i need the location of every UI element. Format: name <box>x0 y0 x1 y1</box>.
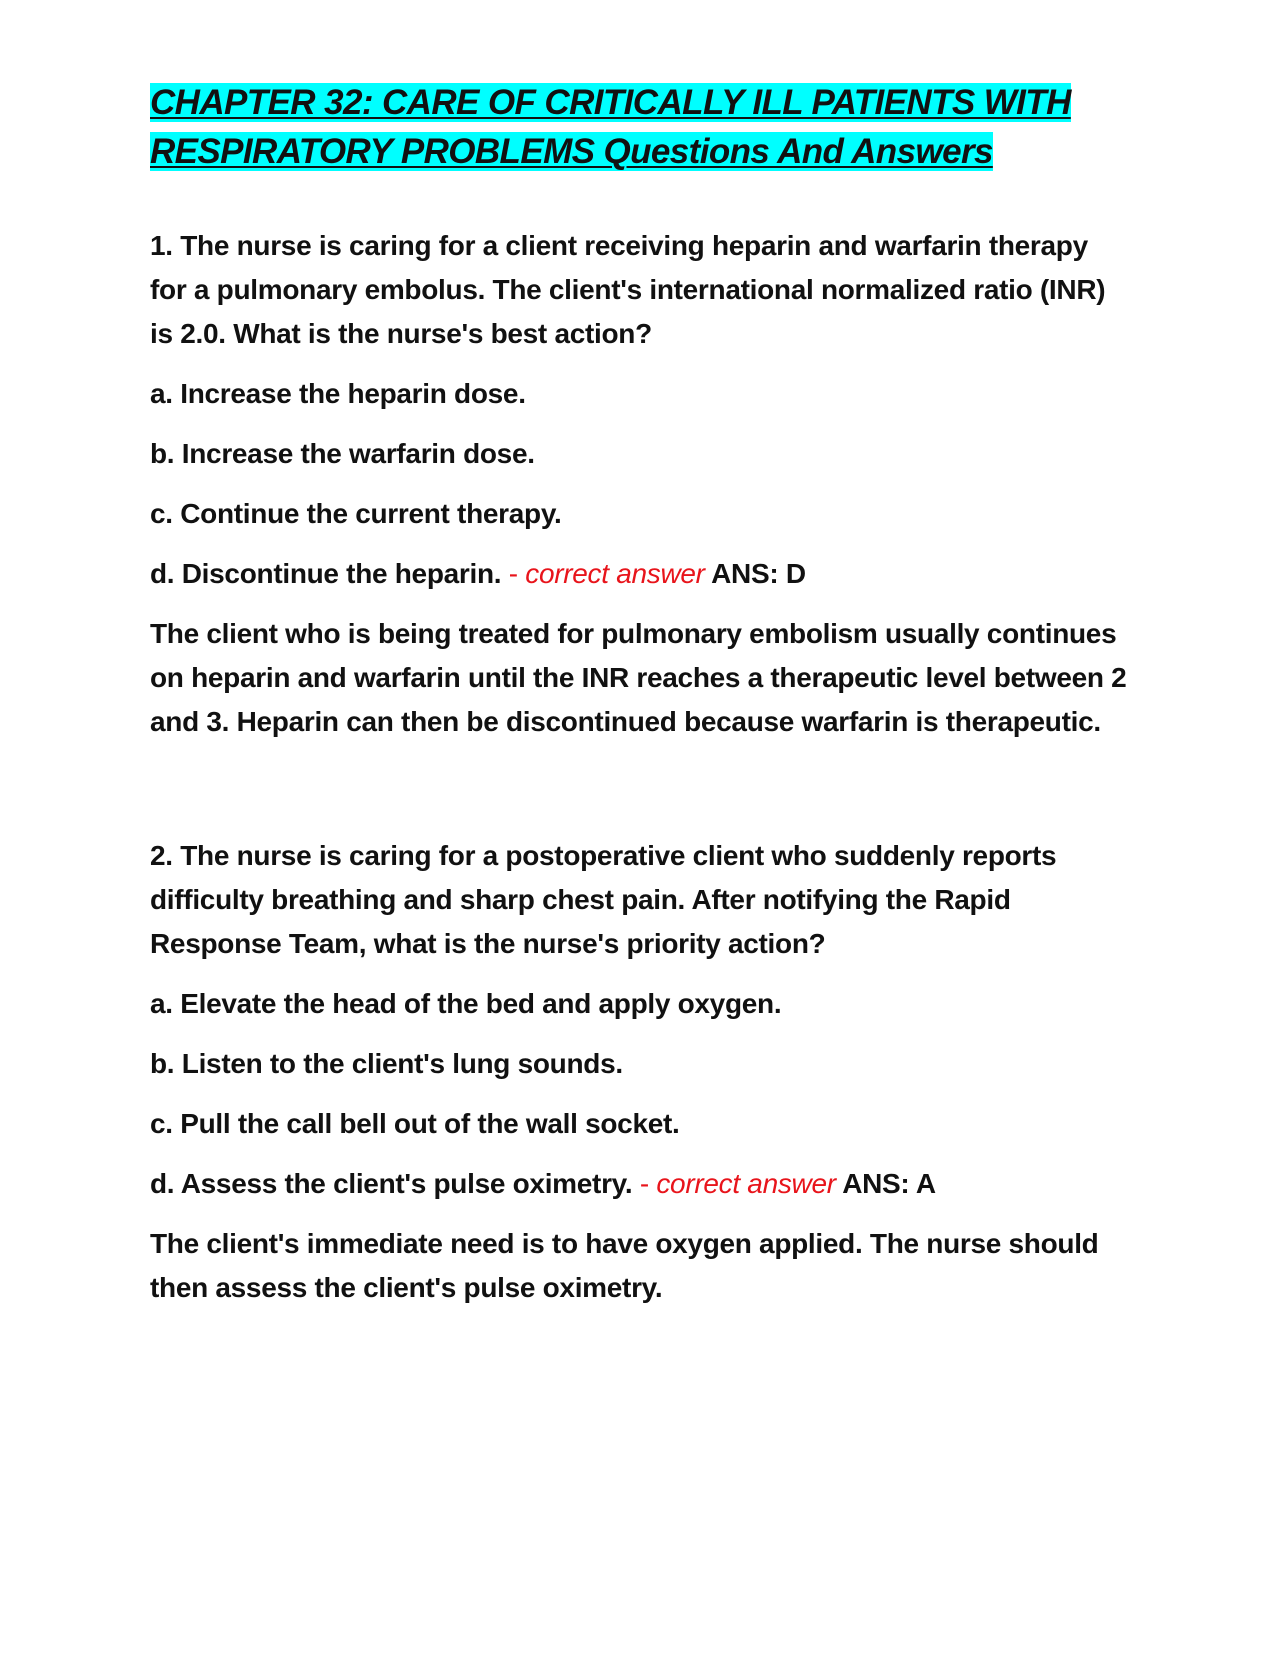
option-a: a. Increase the heparin dose. <box>150 378 526 409</box>
correct-answer-label: correct answer <box>525 558 705 589</box>
answer-key: ANS: A <box>842 1168 936 1199</box>
option-d-line <box>150 1162 1130 1206</box>
correct-answer-label: correct answer <box>656 1168 836 1199</box>
title-line-1: CHAPTER 32: CARE OF CRITICALLY ILL PATIENTS WITH <box>150 83 1071 122</box>
option-d: d. Discontinue the heparin. <box>150 558 502 589</box>
option-b: b. Listen to the client's lung sounds. <box>150 1048 623 1079</box>
answer-dash: - <box>508 558 518 589</box>
question-stem: 2. The nurse is caring for a postoperative client who suddenly reports difficulty breathing and sharp chest pain. After notifying the Rapid Response Team, what is the nurse's priority action? <box>150 840 1057 959</box>
title-line-2: RESPIRATORY PROBLEMS Questions And Answers <box>150 132 993 171</box>
question-stem: 1. The nurse is caring for a client receiving heparin and warfarin therapy for a pulmonary embolus. The client's international normalized ratio (INR) is 2.0. What is the nurse's best action? <box>150 230 1106 349</box>
answer-dash: - <box>639 1168 649 1199</box>
option-a: a. Elevate the head of the bed and apply oxygen. <box>150 988 782 1019</box>
option-d-line <box>150 552 1130 596</box>
answer-explanation: The client who is being treated for pulmonary embolism usually continues on heparin and warfarin until the INR reaches a therapeutic level between 2 and 3. Heparin can then be discontinued because warfarin is therapeutic. <box>150 618 1127 737</box>
document-page <box>150 78 1130 1310</box>
question-1 <box>150 224 1130 744</box>
option-b: b. Increase the warfarin dose. <box>150 438 535 469</box>
answer-key: ANS: D <box>711 558 806 589</box>
answer-explanation: The client's immediate need is to have oxygen applied. The nurse should then assess the client's pulse oximetry. <box>150 1228 1099 1303</box>
question-2 <box>150 834 1130 1310</box>
option-c: c. Pull the call bell out of the wall socket. <box>150 1108 680 1139</box>
page-title <box>150 78 1130 176</box>
option-c: c. Continue the current therapy. <box>150 498 562 529</box>
option-d: d. Assess the client's pulse oximetry. <box>150 1168 633 1199</box>
